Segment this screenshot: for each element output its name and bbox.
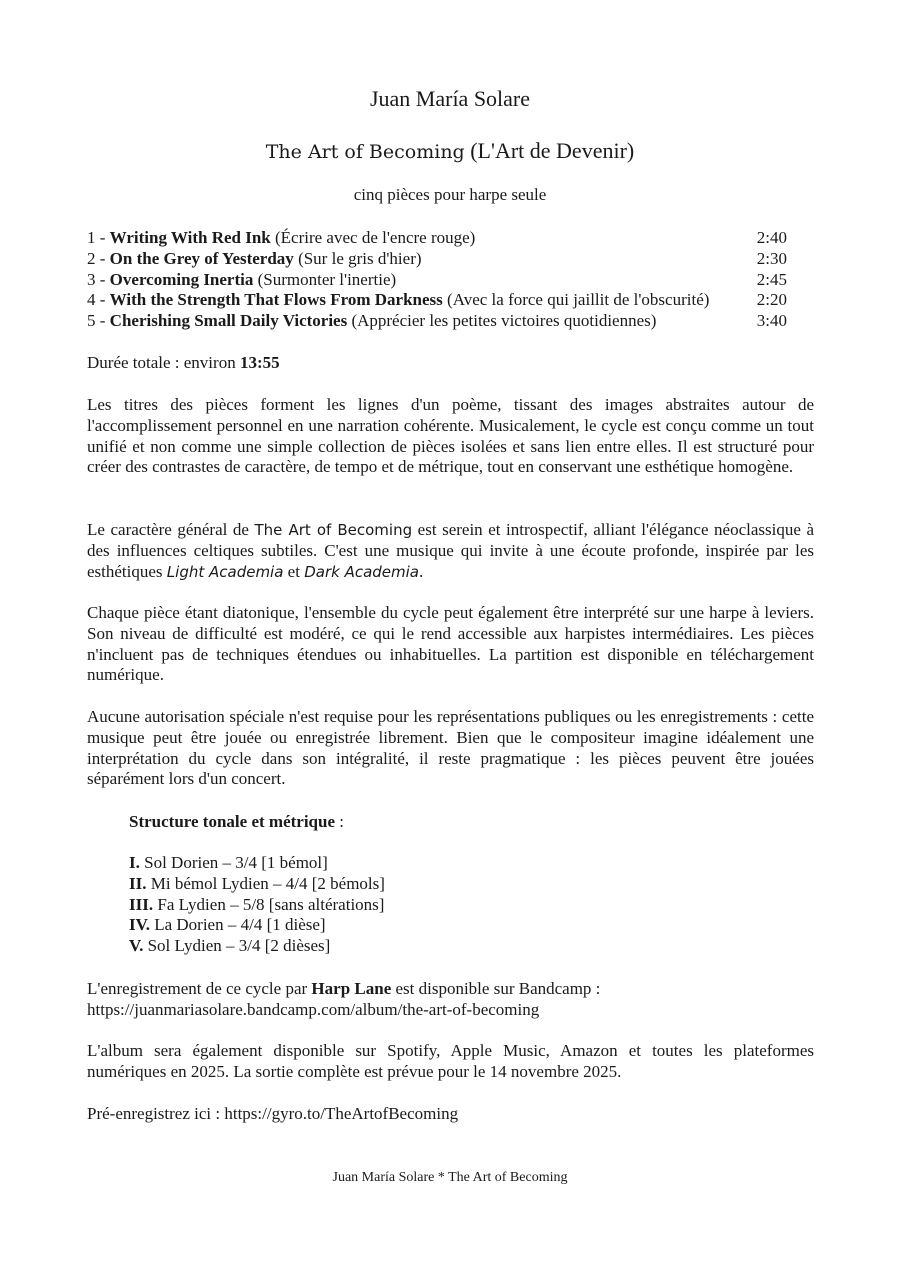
- track-list: [87, 228, 787, 332]
- track-number: 3 -: [87, 269, 106, 289]
- work-title-inline: The Art of Becoming: [254, 521, 413, 539]
- track-number: 5 -: [87, 311, 106, 331]
- track-translation: (Avec la force qui jaillit de l'obscurité): [447, 290, 710, 310]
- presave-label: Pré-enregistrez ici :: [87, 1104, 221, 1123]
- paragraph-presave: [87, 1104, 814, 1125]
- title-french: (L'Art de Devenir): [470, 138, 635, 163]
- paragraph-character: [87, 520, 814, 582]
- text-fragment: et: [287, 561, 300, 581]
- track-item: [87, 311, 787, 332]
- title-english: The Art of Becoming: [265, 141, 465, 163]
- structure-item: [129, 895, 385, 916]
- structure-item: [129, 915, 385, 936]
- track-title: Writing With Red Ink: [109, 228, 271, 247]
- composer-name: Juan María Solare: [369, 86, 531, 111]
- presave-link[interactable]: https://gyro.to/TheArtofBecoming: [224, 1104, 459, 1123]
- structure-text: La Dorien – 4/4 [1 dièse]: [154, 915, 326, 935]
- structure-heading-colon: :: [335, 812, 344, 831]
- track-item: [87, 228, 787, 249]
- structure-item: [129, 874, 385, 895]
- structure-text: Mi bémol Lydien – 4/4 [2 bémols]: [150, 873, 385, 893]
- track-number: 2 -: [87, 248, 106, 268]
- roman-numeral: II.: [129, 873, 147, 893]
- track-duration: 2:20: [756, 290, 787, 310]
- structure-list: [129, 853, 385, 957]
- track-duration: 2:30: [756, 248, 787, 268]
- text-fragment: L'enregistrement de ce cycle par: [87, 979, 308, 998]
- track-item: [87, 270, 787, 291]
- total-duration: [87, 353, 280, 373]
- paragraph-poem: Les titres des pièces forment les lignes d'un poème, tissant des images abstraites autour de l'accomplissement personnel en une narration cohérente. Musicalement, le cycle est conçu comme un tout unifié et non comme une simple collection de pièces isolées et sans lien entre elles. Il est structuré pour créer des contrastes de caractère, de tempo et de métrique, tout en conservant une esthétique homogène.: [87, 395, 814, 477]
- track-duration: 2:45: [756, 269, 787, 289]
- paragraph-permissions: Aucune autorisation spéciale n'est requise pour les représentations publiques ou les enregistrements : cette musique peut être jouée ou enregistrée librement. Bien que le compositeur imagine idéalement une interprétation du cycle dans son intégralité, il reste pragmatique : les pièces peuvent être jouées séparément lors d'un concert.: [87, 707, 814, 789]
- track-title: Overcoming Inertia: [109, 269, 254, 289]
- text-fragment: est disponible sur Bandcamp :: [395, 979, 601, 998]
- work-title: [0, 138, 900, 164]
- track-title: Cherishing Small Daily Victories: [109, 311, 348, 331]
- track-translation: (Surmonter l'inertie): [257, 269, 397, 289]
- structure-item: [129, 853, 385, 874]
- text-fragment: Le caractère général de: [87, 520, 249, 539]
- roman-numeral: V.: [129, 936, 144, 956]
- roman-numeral: III.: [129, 894, 154, 914]
- track-item: [87, 290, 787, 311]
- page-footer: Juan María Solare * The Art of Becoming: [332, 1170, 568, 1185]
- track-translation: (Sur le gris d'hier): [298, 248, 422, 268]
- track-item: [87, 249, 787, 270]
- text-fragment: .: [419, 561, 424, 581]
- text-fragment: est serein et introspectif, alliant l'élégance néoclassique à des influences celtiques subtiles. C'est une musique qui invite à une écoute profonde, inspirée par les esthétiques: [87, 520, 814, 581]
- aesthetic-dark: Dark Academia: [304, 562, 419, 581]
- total-label: Durée totale : environ: [87, 353, 236, 372]
- structure-heading: [129, 812, 344, 832]
- paragraph-release: L'album sera également disponible sur Spotify, Apple Music, Amazon et toutes les plateformes numériques en 2025. La sortie complète est prévue pour le 14 novembre 2025.: [87, 1041, 814, 1081]
- aesthetic-light: Light Academia: [166, 562, 284, 581]
- structure-text: Sol Dorien – 3/4 [1 bémol]: [144, 853, 328, 872]
- structure-heading-text: Structure tonale et métrique: [129, 812, 335, 831]
- artist-name: Harp Lane: [311, 979, 392, 998]
- total-value: 13:55: [239, 353, 280, 372]
- paragraph-recording: [87, 979, 814, 1021]
- track-duration: 3:40: [756, 311, 787, 331]
- roman-numeral: IV.: [129, 915, 150, 935]
- track-translation: (Apprécier les petites victoires quotidiennes): [351, 311, 657, 331]
- bandcamp-link[interactable]: https://juanmariasolare.bandcamp.com/album/the-art-of-becoming: [87, 999, 540, 1019]
- track-duration: 2:40: [756, 228, 787, 247]
- roman-numeral: I.: [129, 853, 140, 872]
- work-subtitle: cinq pièces pour harpe seule: [353, 185, 547, 204]
- track-number: 1 -: [87, 228, 106, 247]
- structure-item: [129, 936, 385, 957]
- track-title: On the Grey of Yesterday: [109, 248, 294, 268]
- structure-text: Fa Lydien – 5/8 [sans altérations]: [157, 894, 385, 914]
- track-translation: (Écrire avec de l'encre rouge): [275, 228, 476, 247]
- recording-line: [87, 979, 814, 1000]
- track-number: 4 -: [87, 290, 106, 310]
- structure-text: Sol Lydien – 3/4 [2 dièses]: [147, 936, 331, 956]
- paragraph-difficulty: Chaque pièce étant diatonique, l'ensemble du cycle peut également être interprété sur une harpe à leviers. Son niveau de difficulté est modéré, ce qui le rend accessible aux harpistes intermédiaires. Les pièces n'incluent pas de techniques étendues ou inhabituelles. La partition est disponible en téléchargement numérique.: [87, 603, 814, 685]
- track-title: With the Strength That Flows From Darkness: [109, 290, 443, 310]
